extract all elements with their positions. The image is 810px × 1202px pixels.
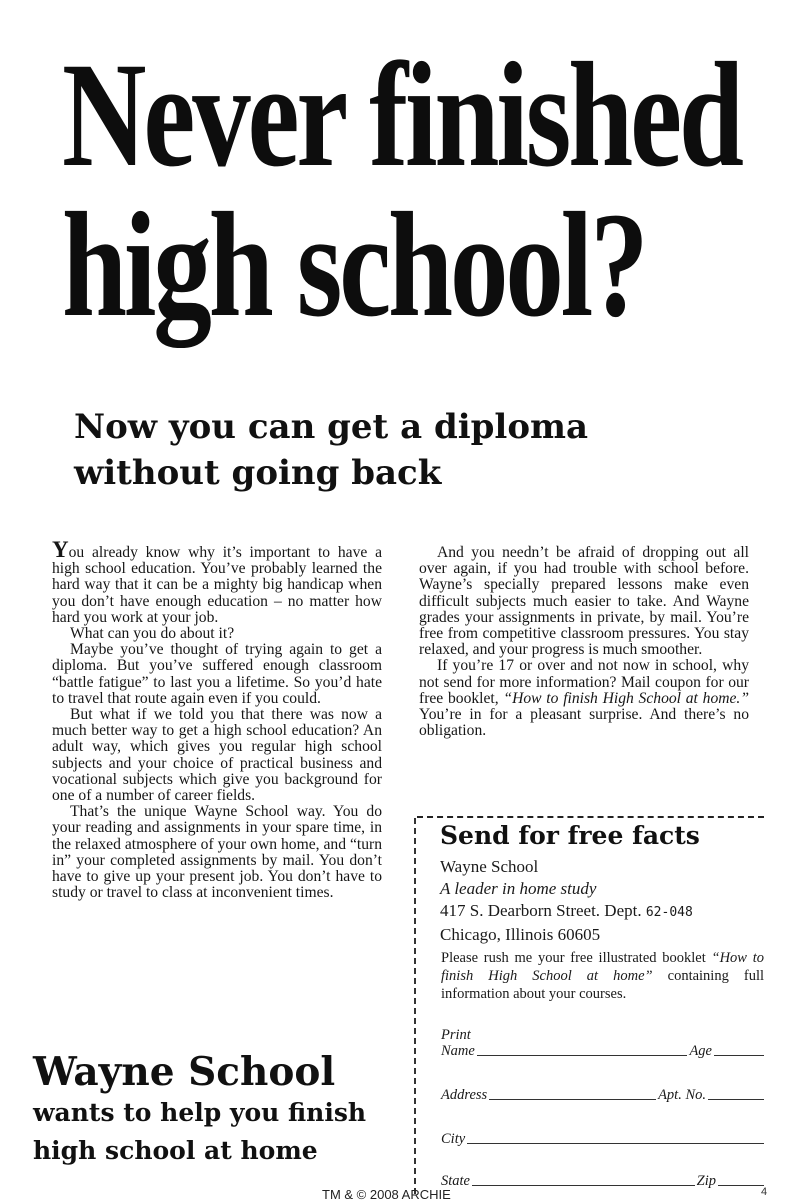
coupon-address bbox=[440, 856, 693, 946]
body-column-right bbox=[419, 545, 749, 739]
headline bbox=[62, 32, 741, 348]
body-paragraph: Maybe you’ve thought of trying again to get a diploma. But you’ve suffered enough classroom “battle fatigue” to last you a lifetime. So you’d hate to travel that route again even if you could. bbox=[52, 641, 382, 707]
headline-line-2: high school? bbox=[62, 182, 646, 348]
age-label: Age bbox=[689, 1043, 712, 1059]
coupon-tagline: A leader in home study bbox=[440, 879, 597, 898]
name-age-row bbox=[441, 1040, 766, 1060]
headline-line-1: Never finished bbox=[62, 32, 741, 198]
coupon-city: Chicago, Illinois 60605 bbox=[440, 925, 601, 944]
subheadline bbox=[74, 404, 714, 496]
body-paragraph: What can you do about it? bbox=[70, 625, 235, 643]
zip-label: Zip bbox=[696, 1173, 716, 1189]
coupon-request-text: Please rush me your free illustrated booklet “How to finish High School at home” containing full information about your courses. bbox=[441, 950, 765, 1002]
wayne-school-subtitle: wants to help you finish high school at home bbox=[33, 1098, 367, 1165]
body-paragraph: You already know why it’s important to have a high school education. You’ve probably learned the hard way that it can be a mighty big handicap when you don’t have enough education – no matter how hard you work at your job. bbox=[52, 537, 382, 626]
city-field[interactable] bbox=[467, 1143, 764, 1144]
state-label: State bbox=[441, 1173, 470, 1189]
drop-cap: Y bbox=[52, 537, 69, 562]
page-number: 4 bbox=[761, 1186, 768, 1198]
body-paragraph: That’s the unique Wayne School way. You do your reading and assignments in your spare time, in the relaxed atmosphere of your own home, and “turn in” your completed assignments by mail. You don’t have to give up your present job. You don’t have to study or travel to class at inconvenient times. bbox=[52, 803, 382, 902]
coupon-heading: Send for free facts bbox=[440, 821, 700, 850]
zip-field[interactable] bbox=[718, 1185, 764, 1186]
address-field[interactable] bbox=[489, 1099, 656, 1100]
name-label: Name bbox=[441, 1043, 475, 1059]
city-row bbox=[441, 1128, 766, 1148]
print-label: Print bbox=[441, 1027, 471, 1043]
body-paragraph: But what if we told you that there was now a much better way to get a high school education? An adult way, which gives you regular high school subjects and your choice of practical business and vocational subjects which give you background for one of a number of career fields. bbox=[52, 706, 382, 805]
copyright-footer: TM & © 2008 ARCHIE bbox=[322, 1187, 451, 1202]
subheadline-line-2: without going back bbox=[74, 453, 442, 493]
age-field[interactable] bbox=[714, 1055, 764, 1056]
body-paragraph: If you’re 17 or over and not now in school, why not send for more information? Mail coupon for our free booklet, “How to finish High School at home.” You’re in for a pleasant surprise. And there’s no obligation. bbox=[419, 657, 749, 740]
address-row bbox=[441, 1084, 766, 1104]
name-field[interactable] bbox=[477, 1055, 688, 1056]
city-label: City bbox=[441, 1131, 466, 1147]
subheadline-line-1: Now you can get a diploma bbox=[74, 407, 589, 447]
body-paragraph: And you needn’t be afraid of dropping out all over again, if you had trouble with school before. Wayne’s specially prepared lessons make even difficult subjects much easier to take. And Wayne grades your assignments in private, by mail. You’re free from competitive classroom pressures. You stay relaxed, and your progress is much smoother. bbox=[419, 544, 749, 659]
state-zip-row bbox=[441, 1170, 766, 1190]
wayne-school-title: Wayne School bbox=[33, 1049, 336, 1095]
coupon-dept-code: 62-048 bbox=[645, 905, 693, 920]
booklet-title: “How to finish High School at home.” bbox=[503, 689, 749, 707]
coupon-street: 417 S. Dearborn Street. Dept. 62-048 bbox=[440, 901, 693, 920]
body-column-left bbox=[52, 537, 382, 902]
coupon-school-name: Wayne School bbox=[440, 857, 539, 876]
address-label: Address bbox=[441, 1087, 488, 1103]
apt-field[interactable] bbox=[708, 1099, 764, 1100]
coupon-cut-line-left bbox=[414, 818, 416, 1194]
apt-label: Apt. No. bbox=[658, 1087, 706, 1103]
state-field[interactable] bbox=[472, 1185, 695, 1186]
